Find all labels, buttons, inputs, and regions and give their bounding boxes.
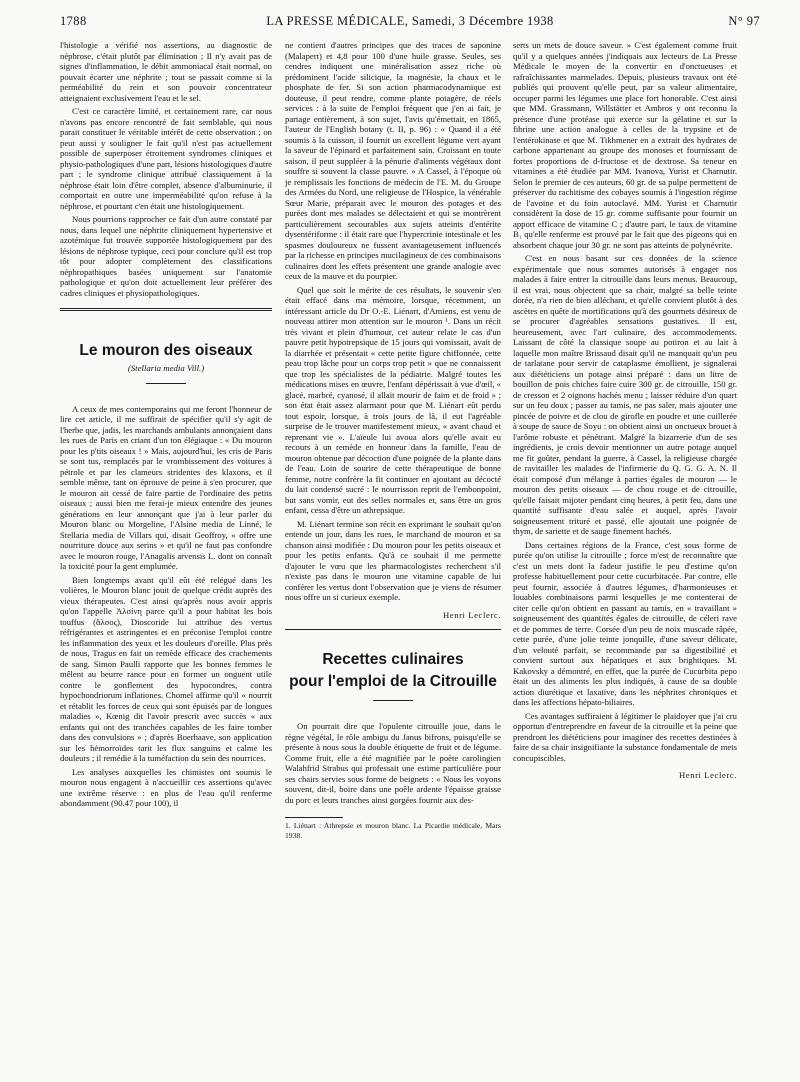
article-title-line-1: Recettes culinaires xyxy=(322,651,464,668)
footnote: 1. Liénart : Athrepsie et mouron blanc. La Picardie médicale, Mars 1938. xyxy=(285,821,501,840)
paragraph: Dans certaines régions de la France, c'est sous forme de purée qu'on utilise la citrouille ; force m'est de reconnaître que c'est un mets dont la fadeur justifie le peu d'estime qu'on professe habituellement pour cette cucurbitacée. Par contre, elle peut fournir, associée à d'autres légumes, d'harmonieuses et louables combinaisons parmi lesquelles je me contenterai de citer celle qu'on obtient en passant au tamis, en « travaillant » soigneusement des quantités égales de citrouille, de céleri rave et de pommes de terre. Corsée d'un peu de noix muscade râpée, cette purée, d'une jolie teinte jonquille, d'une saveur délicate, d'un velouté parfait, se recommande par sa digestibilité et convient surtout aux hépatiques et aux brightiques. M. Kakovsky a démontré, en effet, que la purée de Cucurbita pepo était un des aliments les plus indiqués, à cause de sa double action diurétique et laxative, dans les néphrites chroniques et dans les affections hépato-biliaires. xyxy=(513,539,737,707)
section-divider xyxy=(60,308,272,311)
issue-number: N° 97 xyxy=(728,14,760,28)
paragraph: M. Liénart termine son récit en exprimant le souhait qu'on entende un jour, dans les rues, le marchand de mouron et sa chanson ainsi modifiée : Du mouron pour les petits oiseaux et pour les petits enfants. Qu'à ce souhait il me permette d'ajouter le vœu que les pharmacologistes recherchent s'il n'existe pas dans le mouron une vitamine capable de lui conférer les vertus dont l'observation que je viens de résumer nous offre un si curieux exemple. xyxy=(285,518,501,602)
running-title: LA PRESSE MÉDICALE, Samedi, 3 Décembre 1938 xyxy=(266,14,554,28)
article-title: Le mouron des oiseaux xyxy=(79,342,253,359)
article-subtitle: (Stellaria media Vill.) xyxy=(127,363,205,373)
paragraph: Nous pourrions rapprocher ce fait d'un autre constaté par nous, dans lequel une néphrite cliniquement hypertensive et azotémique fut trouvée supportée histologiquement par des lésions de néphrose typique, ceci pour conclure qu'il est trop tôt pour adopter complètement des classifications néphropathiques basées uniquement sur l'anatomie pathologique et qu'on doit actuellement leur préférer des cadres cliniques et physiopathologiques. xyxy=(60,214,272,298)
paragraph: On pourrait dire que l'opulente citrouille joue, dans le règne végétal, le rôle ambigu du Janus bifrons, puisqu'elle se présente à nous sous la double étiquette de fruit et de légume. Comme fruit, elle a été magnifiée par le poète carolingien Walahfrid Strabus qui professait une estime particulière pour ses chairs servies sous forme de beignets : « Nous les voyons souvent, dit-il, boire dans une poêle ardente l'épaisse graisse du porc et leurs tranches ainsi gorgées fournir aux des- xyxy=(285,721,501,805)
paragraph: A ceux de mes contemporains qui me feront l'honneur de lire cet article, il me suffirait de spécifier qu'il s'y agit de l'herbe que, jadis, les marchands ambulants annonçaient dans les rues de Paris en criant d'un ton élégiaque : « Du mouron pour les p'tits oiseaux ! » Mais, aujourd'hui, les cris de Paris se sont tus, remplacés par le vrombissement des voitures à pétrole et par les clameurs stridentes des klaxons, et il semble même, tant on éprouve de peine à s'en procurer, que le mouron ait cessé de faire partie de l'ordinaire des petits oiseaux ; aussi bien me ferai-je mieux entendre des jeunes générations en leur annonçant que j'ai à leur parler du Mouron blanc ou Morgeline, l'Alsine media de Linné, le Stellaria media de Villars qui, disait Geoffroy, « offre une nourriture douce aux serins » et qu'il ne faut pas confondre avec le mouron rouge, l'Anagalis arvensis L. dont on connaît la toxicité pour la gent emplumée. xyxy=(60,403,272,571)
page-header xyxy=(60,14,760,36)
paragraph: Ces avantages suffiraient à légitimer le plaidoyer que j'ai cru opportun d'entreprendre en faveur de la citrouille et la peine que prendront les diététiciens pour imaginer des recettes destinées à faire de sa chair insignifiante la substance fondamentale de mets concupiscibles. xyxy=(513,710,737,763)
author-signature: Henri Leclerc. xyxy=(442,609,501,620)
paragraph: Bien longtemps avant qu'il eût été relégué dans les volières, le Mouron blanc jouit de quelque crédit auprès des vieux thérapeutes. C'est ainsi qu'après nous avoir appris qu'on l'appelle Ἀλσίνη parce qu'il a pour habitat les bois touffus (ἄλσος), Dioscoride lui attribue des vertus réfrigérantes et astringentes et en préconise l'emploi contre les inflammation des yeux et les douleurs d'oreille. Plus près de nous, Tragus en fait un remède efficace des crachements de sang. Simon Paulli rapporte que les bonnes femmes le mêlent au beurre rance pour en former un onguent utile contre le gonflement des hypocondres, contra hypochondriorum inflationes. Chomel affirme qu'il « nourrit et rétablit les forces de ceux qui sont épuisés par de longues maladies », Kœnig dit l'avoir prescrit avec succès « aux enfants qui ont des tranchées capables de les faire tomber dans des convulsions » ; d'après Boerhaave, son application sur les hémorroïdes tarit les flux sanguins et calme les douleurs ; il remédie à la tuméfaction du sein des nourrices. xyxy=(60,574,272,763)
paragraph: serts un mets de douce saveur. » C'est également comme fruit qu'il y a quelques années j'indiquais aux lecteurs de La Presse Médicale le moyen de la convertir en d'onctueuses et rafraîchissantes marmelades. Depuis, plusieurs travaux ont été publiés qui prouvent qu'elle peut, par sa valeur alimentaire, occuper parmi les légumes une place fort honorable. C'est ainsi que MM. Grassmann, Willstätter et Ambros y ont reconnu la présence d'une protéase qui exerce sur la gélatine et sur la fibrine une action analogue à celles de la trypsine et de l'entérokinase et que M. Tikhmener en a extrait des hydrates de carbone appartenant au groupe des monoses et fournissant de fortes proportions de d-fructose et de dextrose. Sa teneur en vitamines a été étudiée par MM. Ivanova, Yurist et Charnutir. Selon le premier de ces auteurs, 60 gr. de sa pulpe permettent de préserver du rachitisme des cobayes soumis à l'ingestion régime de l'avoine et du foin autoclavé. MM. Yurist et Charnutir considèrent la dose de 15 gr. comme suffisante pour fournir un apport efficace de vitamine C ; d'autre part, le taux de vitamine B₁ qu'elle renferme est prouvé par le fait que des pigeons qui en absorbent chaque jour 30 gr. ne sont pas atteints de polynévrite. xyxy=(513,40,737,250)
column-1 xyxy=(60,40,272,1070)
title-rule xyxy=(373,700,413,701)
paragraph: Quel que soit le mérite de ces résultats, le souvenir s'en était effacé dans ma mémoire, lorsque, récemment, un intéressant article du Dr O.-E. Liénart, d'Amiens, est venu de nouveau attirer mon attention sur le mouron ¹. Dans un récit très vivant et plein d'humour, cet auteur relate le cas d'un pauvre petit hypotrepsique de 15 jours qui vomissait, avait de la diarrhée et présentait « cette petite figure chiffonnée, cette peau trop lâche pour un corps trop petit » que ne connaissent que trop les spécialistes de la pédiatrie. Malgré toutes les médications mises en œuvre, l'enfant dépérissait à vue d'œil, « glacé, marbré, cyanosé, il allait mourir de faim et de froid » ; son état était assez alarmant pour que M. Liénart eût perdu tout espoir, lorsque, à trois jours de là, il eut l'agréable surprise de le trouver manifestement mieux, « avant chaud et reprenant vie ». L'aïeule lui avoua alors qu'elle avait eu recours à un remède en honneur dans la famille, l'eau de mouron obtenue par décoction d'une poignée de la plante dans de l'eau. Loin de sourire de cette thérapeutique de bonne femme, notre confrère la fit continuer en ajoutant au décocté du lait condensé sucré : le nourrisson reprit de l'embonpoint, but sans vomir, eut des selles normales et, sans être un gros enfant, cessa d'être un athrepsique. xyxy=(285,284,501,515)
author-signature: Henri Leclerc. xyxy=(678,770,737,780)
paragraph: C'est ce caractère limité, et certainement rare, car nous n'avons pas encore rencontré de fait semblable, qui nous parait constituer le véritable intérêt de cette observation ; on peut aussi y souligner le fait qu'il n'est pas actuellement possible de superposer étroitement syndromes cliniques et physio-pathologiques d'une part, lésions histologiques d'autre part ; le syndrome clinique attribué classiquement à la néphrose était loin d'être complet, absence d'albuminurie, il comportait en outre une imperméabilité qu'on refuse à la néphrose, et pourtant c'en était une histologiquement. xyxy=(60,106,272,211)
paragraph: Les analyses auxquelles les chimistes ont soumis le mouron nous engagent à n'accueillir ces assertions qu'avec une extrême réserve : en plus de l'eau qu'il renferme abondamment (90.47 pour 100), il xyxy=(60,766,272,808)
title-rule xyxy=(146,383,186,384)
article-title-line-2: pour l'emploi de la Citrouille xyxy=(289,673,497,690)
paragraph: ne contient d'autres principes que des traces de saponine (Malapert) et 4,8 pour 100 d'une huile grasse. Seules, ses cendres indiquent une minéralisation assez riche où prédominent l'acide silicique, la magnésie, la chaux et le phosphate de fer. Si son action pharmacodynamique est douteuse, il peut rendre, comme plante potagère, de réels services : à la suite de l'emploi fréquent que j'en ai fait, je partage entièrement, à son sujet, l'avis qu'émettait, en 1865, l'auteur de l'English botany (t. II, p. 96) : « Quand il a été soumis à la cuisson, il fournit un excellent légume vert ayant la saveur de l'épinard et parfaitement sain. Croissant en toute saison, il peut suppléer à la pénurie d'aliments végétaux dont souffre si souvent la classe pauvre. » A Cassel, à l'époque où je remplissais les fonctions de médecin de l'E. M. du Groupe des Armées du Nord, une religieuse de l'Hospice, la vénérable Sœur Marie, préparait avec le mouron des potages et des purées dont mes malades se délectaient et qui se montrèrent particulièrement secourables aux sujets atteints d'entérite dysentériforme : il était rare que l'hypercrinie intestinale et les spasmes douloureux ne fussent avantageusement influencés par la richesse en principes mucilagineux de ces combinaisons culinaires dont les effets présentent une grande analogie avec ceux de la mauve et du pourpier. xyxy=(285,40,501,281)
column-3 xyxy=(513,40,737,1070)
page-number: 1788 xyxy=(60,14,87,28)
paragraph: C'est en nous basant sur ces données de la science expérimentale que nous sommes autorisés à engager nos malades à faire entrer la citrouille dans leurs menus. Beaucoup, il est vrai, nous objectent que sa chair, malgré sa belle teinte dorée, n'a rien de bien alléchant, et qu'elle convient plutôt à des ascètes en quête de mortifications qu'à des gourmets désireux de se procurer d'agréables sensations gustatives. Il est, heureusement, avec l'art culinaire, des accommodements. Laissant de côté la classique soupe au potiron et au lait à laquelle mon maître Brissaud disait qu'il ne manquait qu'un peu de tarlatane pour servir de cataplasme émollient, je signalerai aux diététiciens un potage ainsi préparé : dans un litre de bouillon de pois chiches faire cuire 300 gr. de citrouille, 150 gr. de cresson et 2 oignons hachés menu ; laisser réduire d'un quart sur un feu doux ; passer au tamis, ne pas saler, mais ajouter une pincée de poivre et de clou de girofle en poudre et une cuillerée à soupe de sauce de Soyu : on obtient ainsi un onctueux brouet à l'arôme robuste et pénétrant. Malgré la bizarrerie d'un de ses ingrédients, je crois devoir mentionner un autre potage auquel me fit goûter, pendant la guerre, à Cassel, la religieuse chargée de ravitailler les malades de l'infirmerie du Q. G. G. A. N. Il était composé d'un mélange à parties égales de mouron — le mouron des petits oiseaux — de chou rouge et de citrouille, qu'elle faisait mijoter pendant cinq heures, à petit feu, dans une quantité suffisante d'eau salée et auquel, après l'avoir soigneusement trituré et passé, elle ajoutait une poignée de thym, de sariette et de sauge finement hachés. xyxy=(513,253,737,536)
footnote-rule xyxy=(285,817,343,818)
column-2 xyxy=(285,40,501,1070)
section-divider xyxy=(285,629,501,630)
paragraph: l'histologie a vérifié nos assertions, au diagnostic de néphrose, c'était plutôt par élimination ; Il n'y avait pas de signes d'inflammation, le débit ammoniacal était normal, on pouvait écarter une néphrite ; tout se passait comme si la perméabilité du rein et son pouvoir concentrateur atteignaient exclusivement l'eau et le sel. xyxy=(60,40,272,103)
